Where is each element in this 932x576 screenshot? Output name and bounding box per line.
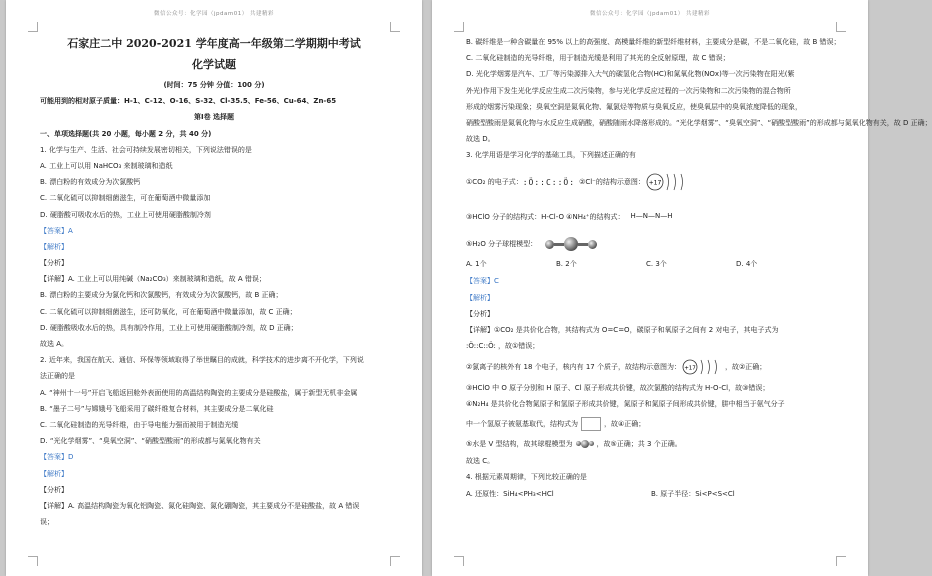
item-1-row: [466, 171, 834, 193]
n2h4-structure-icon: [581, 417, 601, 431]
detail-cl-row: ②氯离子的核外有 18 个电子，核内有 17 个质子，故结构示意图为： +17 ，故②正确；: [466, 358, 834, 376]
atom-ball: [588, 240, 597, 249]
crop-mark: [836, 556, 846, 566]
option-b: B. 原子半径：Si<P<S<Cl: [651, 490, 735, 498]
detail-line: D. 硬脂酸吸收水后的热，具有制冷作用，工业上可使用硬脂酸制冷剂，故 D 正确；: [40, 323, 298, 332]
detail-line: ④N₂H₄ 是共价化合物氮原子和氢原子形成共价键，氮原子和氮原子间形成共价键，肼中相当于氨气分子: [466, 400, 785, 409]
options-row: [466, 259, 834, 269]
detail-line: B. 漂白粉的主要成分为氯化钙和次氯酸钙，有效成分为次氯酸钙，故 B 正确；: [40, 291, 283, 300]
crop-mark: [28, 556, 38, 566]
option-d: D. 4个: [736, 260, 758, 269]
detail-line: C. 二氧化硅制造的光导纤维，用于制造光缆是利用了其光的全反射原理，故 C 错误；: [466, 54, 730, 63]
detail-line: ③HClO 中 O 原子分别和 H 原子、Cl 原子形成共价键，故次氯酸的结构式为 H-O-Cl，故③错误；: [466, 384, 770, 393]
detail-n2h4-row: 中一个氢原子被氨基取代，结构式为 ，故④正确；: [466, 417, 834, 431]
document-page-1: [6, 0, 422, 576]
answer-label: 【答案】C: [466, 277, 499, 286]
time-score: (时间：75 分钟 分值：100 分): [163, 81, 265, 89]
question-line: 3. 化学用语是学习化学的基础工具，下列描述正确的有: [466, 151, 636, 160]
exam-title: 石家庄二中 2020-2021 学年度高一年级第二学期期中考试: [67, 37, 361, 50]
cl-nucleus-label: +17: [648, 179, 662, 187]
question-line: 4. 根据元素周期律，下列比较正确的是: [466, 472, 587, 481]
page-header: 微信公众号：化学园（jpdam01） 共建精彩: [154, 11, 274, 17]
h2o-ball-stick-model: [545, 237, 597, 251]
atom-ball: [576, 441, 581, 446]
option-line: B. 漂白粉的有效成分为次氯酸钙: [40, 178, 141, 187]
option-c: C. 3个: [646, 260, 667, 269]
fenxi-label: 【分析】: [40, 259, 68, 268]
atom-ball: [545, 240, 554, 249]
detail-line: 故选 C。: [466, 456, 495, 465]
analysis-label: 【解析】: [466, 293, 494, 302]
item-5-row: [466, 237, 834, 251]
answer-label: 【答案】D: [40, 453, 74, 462]
cl-nucleus-label: +17: [684, 365, 696, 372]
detail-line: 形成的烟雾污染现象；臭氧空洞是氮氧化物、氟氯烃等物质与臭氧反应，使臭氧层中的臭氧浓度降低的现象，: [466, 102, 802, 111]
crop-mark: [454, 556, 464, 566]
option-line: C. 二氧化硫可以抑制细菌滋生，可在葡萄酒中微量添加: [40, 194, 211, 203]
nh-structure: H—N—N—H: [630, 212, 673, 221]
detail-line: 外光)作用下发生光化学反应生成二次污染物，参与光化学反应过程的一次污染物和二次污染物的混合物所: [466, 86, 791, 95]
bond-stick: [578, 243, 588, 246]
section-title: 一、单项选择题(共 20 小题，每小题 2 分，共 40 分): [40, 129, 212, 138]
option-line: A. 工业上可以用 NaHCO₃ 来制玻璃和造纸: [40, 161, 173, 170]
part-title: 第Ⅰ卷 选择题: [193, 113, 235, 122]
analysis-label: 【解析】: [40, 242, 68, 251]
page-1-content: [40, 34, 388, 534]
h2o-ball-stick-model: [576, 440, 594, 448]
option-line: D. “光化学烟雾”、“臭氧空洞”、“硝酸型酸雨”的形成都与氮氧化物有关: [40, 437, 261, 446]
atom-ball: [589, 441, 594, 446]
option-line: B. “墨子二号”与嫦娥号飞船采用了碳纤维复合材料，其主要成分是二氧化硅: [40, 404, 274, 413]
q4-options-row: [466, 489, 834, 499]
crop-mark: [454, 22, 464, 32]
detail-line: 误；: [40, 518, 54, 527]
option-a: A. 还原性：SiH₄<PH₃<HCl: [466, 490, 554, 498]
cl-ion-structure-diagram: [645, 171, 689, 193]
page-2-content: [466, 38, 932, 507]
bond-stick: [554, 243, 564, 246]
page-header: 微信公众号：化学园（jpdam01） 共建精彩: [590, 11, 710, 17]
detail-h2o-row: ⑤水是 V 型结构，故其球棍模型为 ，故⑤正确；共 3 个正确。: [466, 439, 682, 448]
item-5-label: ⑤H₂O 分子球棍模型：: [466, 240, 538, 249]
detail-line: 故选 A。: [40, 340, 69, 348]
item-2-label: ②Cl⁻的结构示意图：: [579, 178, 645, 187]
atom-ball: [581, 440, 589, 448]
crop-mark: [390, 22, 400, 32]
cl-ion-structure-diagram: [681, 358, 725, 376]
analysis-label: 【解析】: [40, 469, 68, 478]
detail-line: D. 光化学烟雾是汽车、工厂等污染源排入大气的碳氢化合物(HC)和氮氧化物(NOx)等一次污染物在阳光(紫: [466, 70, 795, 79]
detail-line: 【详解】A. 工业上可以用纯碱（Na₂CO₃）来制玻璃和造纸，故 A 错误；: [40, 275, 266, 284]
fenxi-label: 【分析】: [466, 309, 494, 318]
crop-mark: [836, 22, 846, 32]
option-line: D. 硬脂酸可吸收水后的热，工业上可使用硬脂酸制冷剂: [40, 210, 211, 219]
document-page-2: [432, 0, 932, 576]
item-1-label: ①CO₂ 的电子式：: [466, 178, 523, 187]
detail-line: :Ö::C::Ö: ，故①错误；: [466, 342, 540, 351]
item-3-label: ③HClO 分子的结构式：H-Cl-O ④NH₄⁺的结构式：: [466, 213, 625, 222]
answer-label: 【答案】A: [40, 226, 73, 235]
question-line: 2. 近年来，我国在航天、通信、环保等领域取得了举世瞩目的成就，科学技术的进步离不开化学，下列说: [40, 356, 364, 365]
co2-electron-formula: :Ö::C::Ö:: [522, 177, 576, 187]
crop-mark: [28, 22, 38, 32]
detail-line: 【详解】A. 高温结构陶瓷为氧化铝陶瓷、氮化硅陶瓷、氮化硼陶瓷，其主要成分不是硅酸盐，故 A 错误: [40, 501, 360, 510]
fenxi-label: 【分析】: [40, 485, 68, 494]
option-a: A. 1个: [466, 260, 487, 269]
option-line: C. 二氧化硅制造的光导纤维，由于导电能力强而被用于制造光缆: [40, 420, 239, 429]
detail-line: 【详解】①CO₂ 是共价化合物，其结构式为 O=C=O，碳原子和氧原子之间有 2 对电子，其电子式为: [466, 325, 779, 334]
atomic-masses: 可能用到的相对原子质量：H-1、C-12、O-16、S-32、Cl-35.5、Fe-56、Cu-64、Zn-65: [40, 97, 337, 106]
exam-subtitle: 化学试题: [192, 58, 236, 71]
detail-line: C. 二氧化硫可以抑制细菌滋生，还可防氧化，可在葡萄酒中微量添加，故 C 正确；: [40, 307, 297, 316]
question-line: 法正确的是: [40, 372, 75, 381]
detail-line: B. 碳纤维是一种含碳量在 95% 以上的高强度、高模量纤维的新型纤维材料，主要成分是碳，不是二氧化硅，故 B 错误；: [466, 38, 841, 46]
detail-line: 故选 D。: [466, 135, 495, 144]
question-line: 1. 化学与生产、生活、社会可持续发展密切相关，下列说法错误的是: [40, 145, 252, 154]
crop-mark: [390, 556, 400, 566]
atom-ball: [564, 237, 578, 251]
item-3-row: [466, 205, 834, 229]
option-b: B. 2个: [556, 260, 577, 269]
option-line: A. “神州十一号”开启飞船返回舱外表面使用的高温结构陶瓷的主要成分是硅酸盐，属于新型无机非金属: [40, 388, 358, 397]
detail-line: 硝酸型酸雨是氮氧化物与水反应生成硝酸，硝酸随雨水降落形成的。“光化学烟雾”、“臭氧空洞”、“硝酸型酸雨”的形成都与氮氧化物有关，故 D 正确；: [466, 118, 932, 127]
